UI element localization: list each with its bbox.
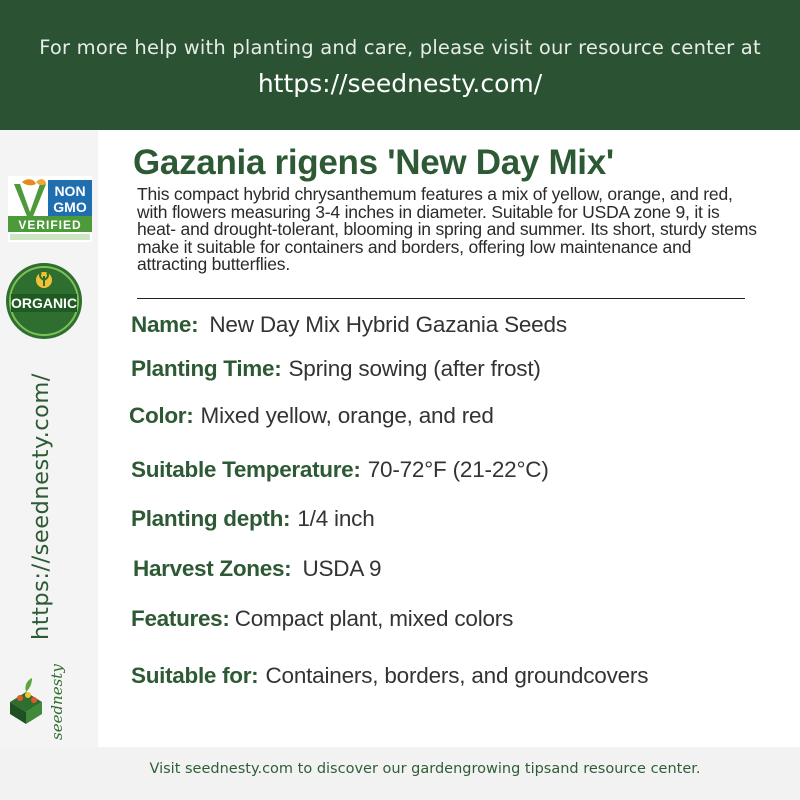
spec-row-harvest-zones [133, 556, 381, 582]
spec-value-planting-depth: 1/4 inch [297, 506, 375, 531]
spec-row-name [131, 312, 567, 338]
spec-label-color: Color: [129, 403, 194, 428]
spec-row-temperature [131, 457, 549, 483]
spec-row-features [131, 606, 513, 632]
spec-value-suitable-for: Containers, borders, and groundcovers [265, 663, 649, 688]
vertical-url-text[interactable]: https://seednesty.com/ [28, 373, 54, 640]
organic-badge [5, 262, 83, 340]
spec-label-planting-time: Planting Time: [131, 356, 282, 381]
non-gmo-verified-badge [8, 176, 92, 242]
spec-row-color [129, 403, 494, 429]
spec-row-suitable-for [131, 663, 648, 689]
spec-label-features: Features: [131, 606, 230, 631]
seednesty-logo [6, 662, 76, 742]
gmo-text: GMO [53, 199, 87, 215]
spec-label-name: Name: [131, 312, 199, 337]
product-title: Gazania rigens 'New Day Mix' [133, 143, 614, 182]
spec-value-planting-time: Spring sowing (after frost) [288, 356, 541, 381]
organic-text: ORGANIC [10, 295, 78, 311]
banner-help-text: For more help with planting and care, please visit our resource center at [39, 36, 761, 59]
spec-value-name: New Day Mix Hybrid Gazania Seeds [209, 312, 567, 337]
product-description: This compact hybrid chrysanthemum features a mix of yellow, orange, and red, with flowers measuring 3-4 inches in diameter. Suitable for USDA zone 9, it is heat- and drought-tolerant, blooming in spring and summer. Its short, sturdy stems make it suitable for containers and borders, offering low maintenance and attracting butterflies. [137, 184, 757, 274]
spec-value-color: Mixed yellow, orange, and red [200, 403, 494, 428]
top-banner [0, 0, 800, 130]
spec-label-planting-depth: Planting depth: [131, 506, 291, 531]
spec-row-planting-depth [131, 506, 375, 532]
verified-text: VERIFIED [18, 218, 82, 232]
spec-value-temperature: 70-72°F (21-22°C) [367, 457, 549, 482]
spec-value-harvest-zones: USDA 9 [302, 556, 382, 581]
logo-text: seednesty [48, 664, 66, 740]
spec-label-harvest-zones: Harvest Zones: [133, 556, 292, 581]
banner-url-link[interactable]: https://seednesty.com/ [257, 69, 543, 98]
title-divider [137, 298, 745, 299]
spec-value-features: Compact plant, mixed colors [234, 606, 514, 631]
spec-label-suitable-for: Suitable for: [131, 663, 259, 688]
footer-text: Visit seednesty.com to discover our gardengrowing tipsand resource center. [149, 761, 701, 777]
spec-label-temperature: Suitable Temperature: [131, 457, 361, 482]
spec-row-planting-time [131, 356, 541, 382]
footer-bar [0, 747, 800, 800]
non-text: NON [54, 183, 86, 199]
